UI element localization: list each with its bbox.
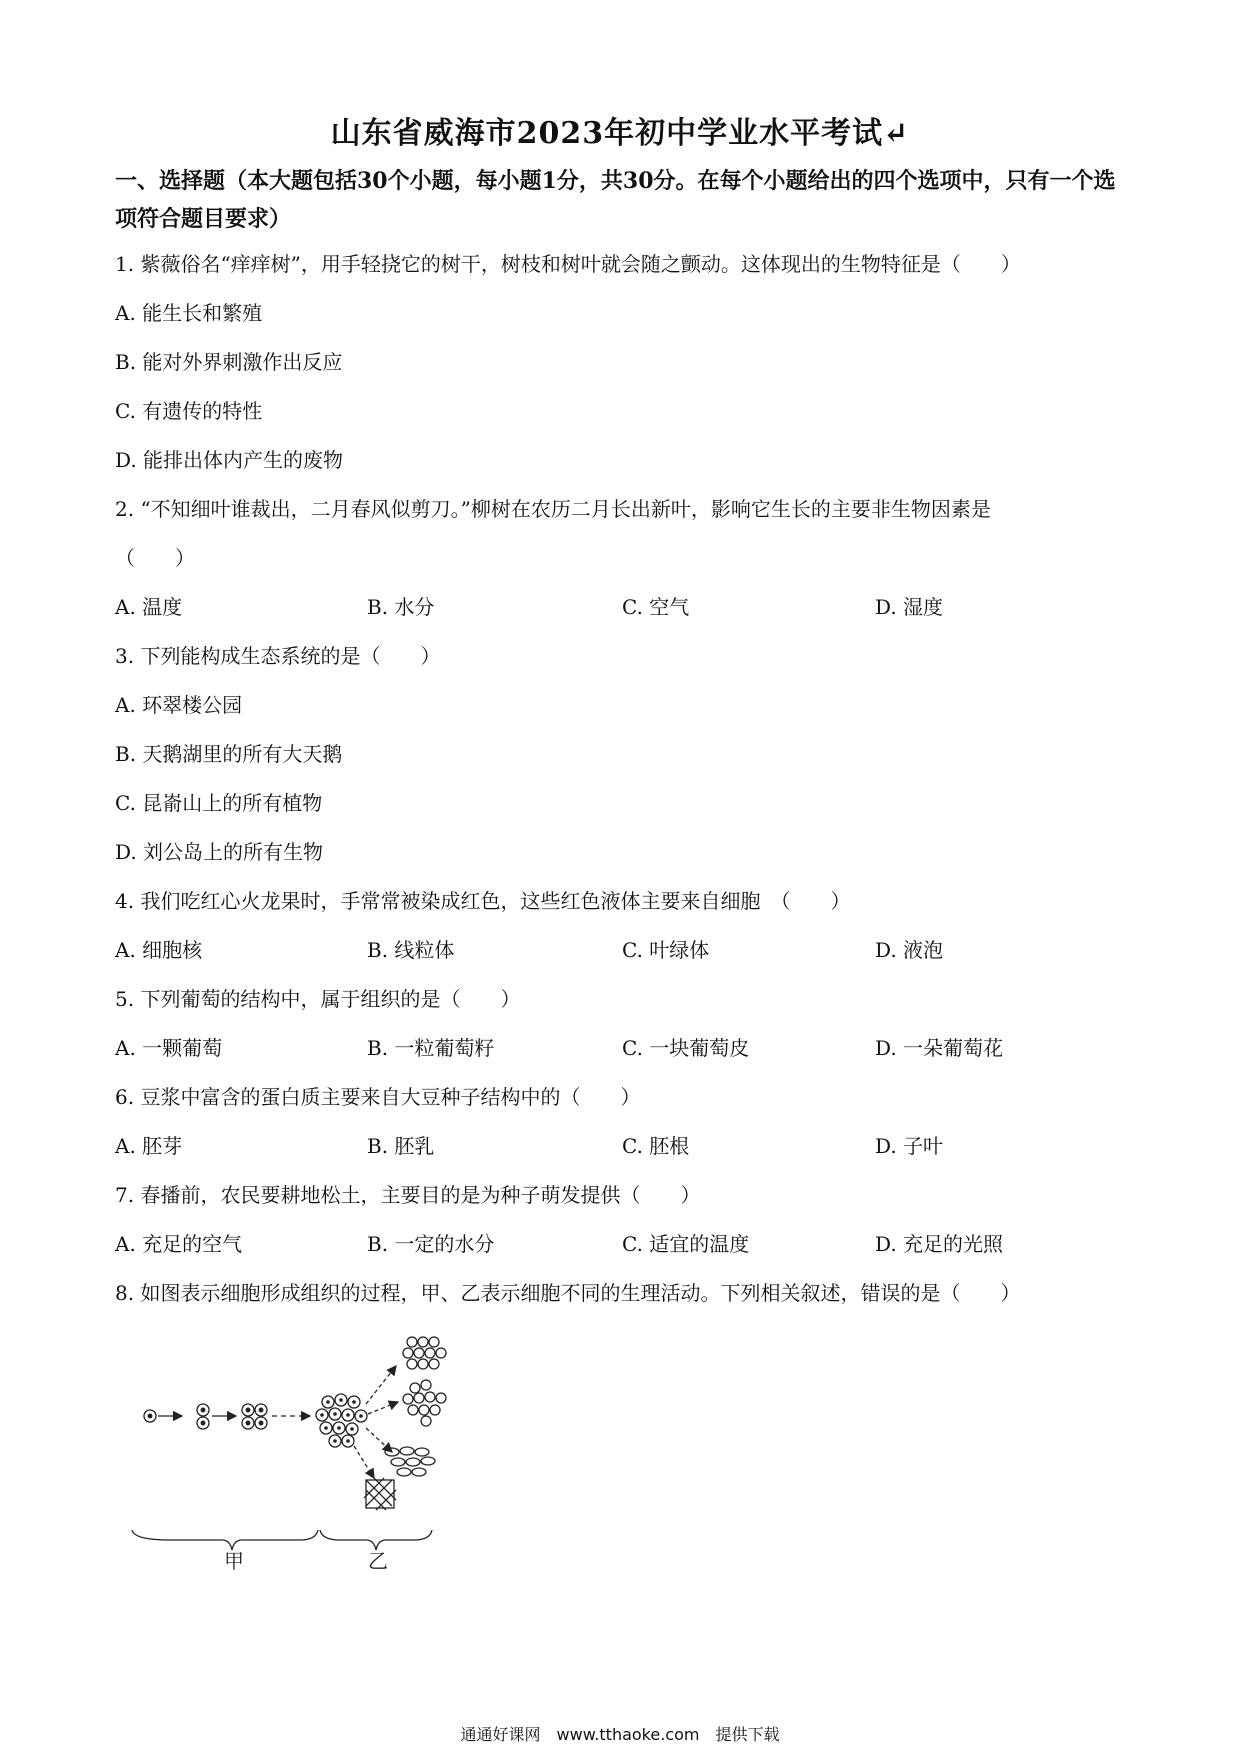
q2-option-d: D. 湿度 <box>875 595 944 619</box>
question-3-stem: 3. 下列能构成生态系统的是（ ） <box>115 644 441 668</box>
question-5-stem: 5. 下列葡萄的结构中，属于组织的是（ ） <box>115 987 521 1011</box>
q7-option-a: A. 充足的空气 <box>115 1232 243 1256</box>
label-yi: 乙 <box>368 1549 388 1570</box>
q7-option-d: D. 充足的光照 <box>875 1232 1004 1256</box>
question-7-stem: 7. 春播前，农民要耕地松土，主要目的是为种子萌发提供（ ） <box>115 1183 701 1207</box>
question-2-stem-cont: （ ） <box>115 546 195 570</box>
q4-option-b: B. 线粒体 <box>367 938 455 962</box>
q3-option-a: A. 环翠楼公园 <box>115 693 243 717</box>
question-6-stem: 6. 豆浆中富含的蛋白质主要来自大豆种子结构中的（ ） <box>115 1085 641 1109</box>
question-1-stem: 1. 紫薇俗名“痒痒树”，用手轻挠它的树干，树枝和树叶就会随之颤动。这体现出的生物特征是（ ） <box>115 252 1021 276</box>
question-4-stem: 4. 我们吃红心火龙果时，手常常被染成红色，这些红色液体主要来自细胞 （ ） <box>115 889 851 913</box>
q2-option-c: C. 空气 <box>622 595 690 619</box>
q1-option-d: D. 能排出体内产生的废物 <box>115 448 344 472</box>
q4-option-c: C. 叶绿体 <box>622 938 710 962</box>
footer-watermark: 通通好课网 www.tthaoke.com 提供下载 <box>460 1725 780 1744</box>
q5-option-c: C. 一块葡萄皮 <box>622 1036 750 1060</box>
question-2-stem: 2. “不知细叶谁裁出，二月春风似剪刀。”柳树在农历二月长出新叶，影响它生长的主要非生物因素是 <box>115 497 991 521</box>
q3-option-b: B. 天鹅湖里的所有大天鹅 <box>115 742 343 766</box>
q1-option-b: B. 能对外界刺激作出反应 <box>115 350 343 374</box>
q1-option-a: A. 能生长和繁殖 <box>115 301 263 325</box>
q5-option-a: A. 一颗葡萄 <box>115 1036 223 1060</box>
question-8-stem: 8. 如图表示细胞形成组织的过程，甲、乙表示细胞不同的生理活动。下列相关叙述，错误的是（ ） <box>115 1281 1021 1305</box>
q6-option-c: C. 胚根 <box>622 1134 690 1158</box>
q3-option-d: D. 刘公岛上的所有生物 <box>115 840 324 864</box>
q3-option-c: C. 昆嵛山上的所有植物 <box>115 791 323 815</box>
q2-option-b: B. 水分 <box>367 595 435 619</box>
q4-option-d: D. 液泡 <box>875 938 944 962</box>
label-jia: 甲 <box>224 1549 244 1570</box>
q6-option-d: D. 子叶 <box>875 1134 944 1158</box>
q4-option-a: A. 细胞核 <box>115 938 203 962</box>
q7-option-b: B. 一定的水分 <box>367 1232 495 1256</box>
q5-option-d: D. 一朵葡萄花 <box>875 1036 1004 1060</box>
q6-option-b: B. 胚乳 <box>367 1134 435 1158</box>
q1-option-c: C. 有遗传的特性 <box>115 399 263 423</box>
q2-option-a: A. 温度 <box>115 595 183 619</box>
section-heading: 一、选择题（本大题包括30个小题，每小题1分，共30分。在每个小题给出的四个选项中，只有一个选项符合题目要求） <box>115 168 1116 232</box>
q7-option-c: C. 适宜的温度 <box>622 1232 750 1256</box>
q5-option-b: B. 一粒葡萄籽 <box>367 1036 495 1060</box>
page-title: 山东省威海市2023年初中学业水平考试↵ <box>330 116 910 151</box>
cell-division-diagram <box>130 1330 510 1570</box>
q6-option-a: A. 胚芽 <box>115 1134 183 1158</box>
